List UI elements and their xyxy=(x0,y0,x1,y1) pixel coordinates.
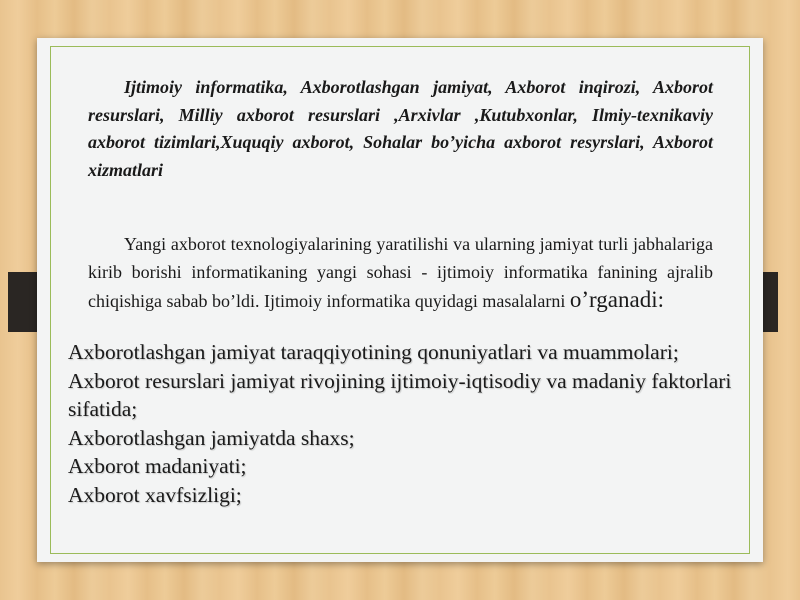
intro-end-text: o’rganadi: xyxy=(569,287,664,312)
intro-text: Yangi axborot texnologiyalarining yaratilishi va ularning jamiyat turli jabhalariga kirib borishi informatikaning yangi sohasi - ijtimoiy informatika fanining ajralib chiqishiga sabab bo’ldi. Ijtimoiy informatika quyidagi masalalarni xyxy=(88,234,713,311)
keywords-paragraph xyxy=(88,74,713,184)
topic-item: Axborotlashgan jamiyat taraqqiyotining qonuniyatlari va muammolari; xyxy=(68,340,679,364)
topic-item: Axborot xavfsizligi; xyxy=(68,482,242,507)
left-side-tab xyxy=(8,272,38,332)
intro-paragraph xyxy=(88,231,713,316)
topics-list xyxy=(68,338,768,509)
topic-item: Axborotlashgan jamiyatda shaxs; xyxy=(68,425,355,450)
topic-item: Axborot resurslari jamiyat rivojining ijtimoiy-iqtisodiy va madaniy faktorlari sifatida; xyxy=(68,368,732,421)
keywords-text: Ijtimoiy informatika, Axborotlashgan jamiyat, Axborot inqirozi, Axborot resurslari, Milliy axborot resurslari ,Arxivlar ,Kutubxonlar, Ilmiy-texnikaviy axborot tizimlari,Xuquqiy axborot, Sohalar bo’yicha axborot resyrslari, Axborot xizmatlari xyxy=(88,77,713,180)
topic-item: Axborot madaniyati; xyxy=(68,454,247,478)
